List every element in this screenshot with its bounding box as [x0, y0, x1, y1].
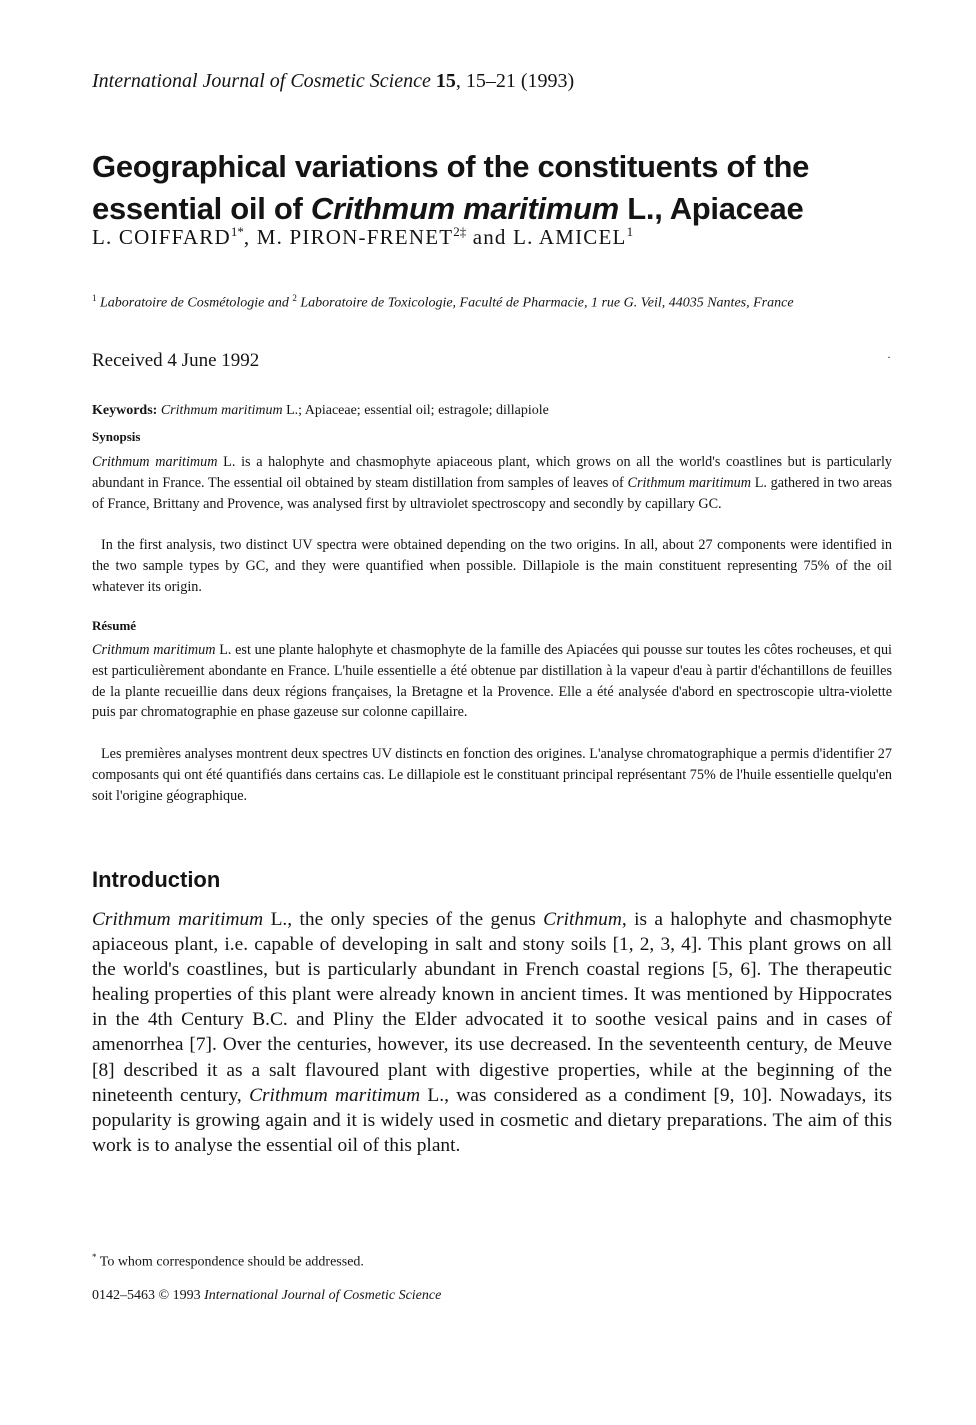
affil-lab-1: Laboratoire de Cosmétologie and — [96, 295, 293, 311]
intro-text-1: L., the only species of the genus — [263, 909, 544, 930]
copyright-line — [92, 1288, 441, 1304]
journal-volume: 15 — [435, 70, 456, 92]
article-title — [92, 146, 892, 230]
author-2-sup: 2‡ — [453, 224, 467, 239]
footnote-text: To whom correspondence should be addressed. — [96, 1254, 364, 1270]
intro-species-1: Crithmum maritimum — [92, 909, 264, 930]
affil-sup-2: 2 — [292, 293, 297, 303]
resume-paragraph-2: Les premières analyses montrent deux spectres UV distincts en fonction des origines. L'analyse chromatographique a permis d'identifier 27 composants qui ont été quantifiés dans certains cas. Le dillapiole est le constituant principal représentant 75% de l'huile essentielle quelqu'en soit l'origine géographique. — [92, 746, 892, 804]
journal-name: International Journal of Cosmetic Science — [92, 70, 431, 92]
journal-reference — [92, 70, 574, 93]
intro-text-2: , is a halophyte and chasmophyte apiaceous plant, i.e. capable of developing in salt and stony soils [1, 2, 3, 4]. This plant grows on all the world's coastlines, but is particularly abundant in French coastal regions [5, 6]. The therapeutic healing properties of this plant were already known in ancient times. It was mentioned by Hippocrates in the 4th Century B.C. and Pliny the Elder advocated it to soothe vesical pains and in cases of amenorrhea [7]. Over the centuries, however, its use decreased. In the seventeenth century, de Meuve [8] described it as a salt flavoured plant with digestive properties, while at the beginning of the nineteenth century, — [92, 909, 893, 1106]
keywords-list: L.; Apiaceae; essential oil; estragole; dillapiole — [282, 403, 549, 418]
keywords-species: Crithmum maritimum — [160, 403, 283, 418]
intro-text-3: L., was considered as a condiment [9, 10]. Nowadays, its popularity is growing again and it is widely used in cosmetic and dietary preparations. The aim of this work is to analyse the essential oil of this plant. — [92, 1084, 892, 1156]
affiliations — [92, 288, 892, 314]
intro-species-2: Crithmum maritimum — [249, 1084, 421, 1106]
synopsis-paragraph-1 — [92, 452, 892, 514]
title-text-1: Geographical variations of the constituents of the essential oil of — [92, 149, 810, 226]
received-date: Received 4 June 1992 — [92, 350, 260, 371]
copyright-journal: International Journal of Cosmetic Science — [204, 1288, 442, 1303]
intro-genus: Crithmum — [543, 909, 622, 930]
synopsis-text-2: L. gathered in two areas of France, Brittany and Provence, was analysed first by ultraviolet spectroscopy and secondly by capillary GC. — [92, 474, 892, 512]
author-3: and L. AMICEL — [466, 225, 627, 249]
affil-sup-1: 1 — [92, 293, 97, 303]
synopsis-text-1: L. is a halophyte and chasmophyte apiaceous plant, which grows on all the world's coastlines but is particularly abundant in France. The essential oil obtained by steam distillation from samples of leaves of — [92, 454, 892, 491]
author-3-sup: 1 — [626, 224, 634, 239]
affil-lab-2: Laboratoire de Toxicologie, Faculté de Pharmacie, 1 rue G. Veil, 44035 Nantes, France — [296, 295, 794, 311]
resume-heading: Résumé — [92, 618, 137, 633]
introduction-paragraph — [92, 907, 892, 1158]
correspondence-footnote — [92, 1252, 364, 1271]
author-1: L. COIFFARD — [92, 225, 231, 249]
title-text-2: L., Apiaceae — [618, 191, 804, 226]
title-species: Crithmum maritimum — [310, 191, 619, 226]
keywords-label: Keywords: — [92, 403, 158, 418]
author-1-sup: 1* — [230, 224, 244, 239]
synopsis-paragraph-2: In the first analysis, two distinct UV spectra were obtained depending on the two origins. In all, about 27 components were identified in the two sample types by GC, and they were quantified when possible. Dillapiole is the main constituent representing 75% of the oil whatever its origin. — [92, 537, 892, 595]
resume-text-1: L. est une plante halophyte et chasmophyte de la famille des Apiacées qui pousse sur toutes les côtes rocheuses, et qui est particulièrement abondante en France. L'huile essentielle a été obtenue par distillation à la vapeur d'eau à partir d'échantillons de feuilles de la plante recueillie dans deux régions françaises, la Bretagne et la Provence. Elle a été analysée d'abord en spectroscopie ultra-violette puis par chromatographie en phase gazeuse sur colonne capillaire. — [92, 642, 892, 721]
resume-paragraph-1 — [92, 640, 892, 723]
synopsis-species-2: Crithmum maritimum — [627, 474, 751, 491]
synopsis-species-1: Crithmum maritimum — [92, 454, 218, 470]
keywords — [92, 403, 549, 419]
copyright-text: 0142–5463 © 1993 — [92, 1288, 205, 1303]
author-2: , M. PIRON-FRENET — [243, 225, 454, 249]
author-list — [92, 224, 633, 250]
stray-mark: · — [887, 350, 891, 364]
footnote-mark: * — [92, 1252, 97, 1262]
journal-pages-year: , 15–21 (1993) — [455, 70, 575, 92]
synopsis-heading: Synopsis — [92, 429, 141, 444]
introduction-heading: Introduction — [92, 867, 221, 892]
resume-species: Crithmum maritimum — [92, 642, 216, 658]
